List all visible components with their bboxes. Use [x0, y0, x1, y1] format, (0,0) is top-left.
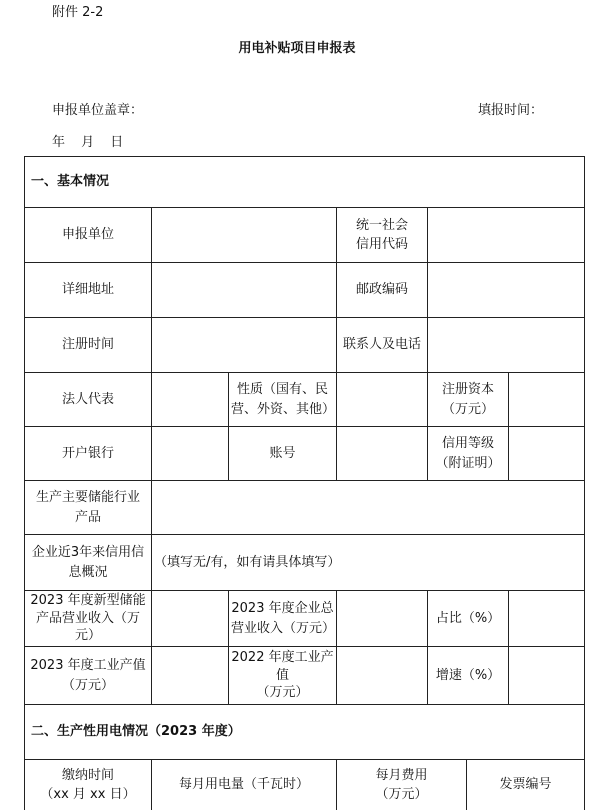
section-basic-info-title: 一、基本情况	[31, 174, 110, 190]
field-account[interactable]	[337, 427, 427, 480]
label-address: 详细地址	[61, 282, 114, 298]
field-registration-time[interactable]	[152, 318, 336, 372]
label-output-2022: 2022 年度工业产 值 （万元）	[231, 650, 334, 701]
field-credit-info[interactable]	[152, 535, 584, 590]
field-growth[interactable]	[509, 647, 584, 704]
label-credit-code: 统一社会 信用代码	[355, 217, 408, 252]
field-credit-grade[interactable]	[509, 427, 584, 480]
section-electricity-title: 二、生产性用电情况（2023 年度）	[31, 724, 241, 740]
label-total-revenue: 2023 年度企业总 营业收入（万元）	[231, 601, 336, 636]
label-output-2023: 2023 年度工业产值 （万元）	[30, 658, 146, 693]
header-monthly-consumption: 每月用电量（千瓦时）	[178, 777, 309, 793]
field-registered-capital[interactable]	[509, 373, 584, 426]
field-legal-representative[interactable]	[152, 373, 228, 426]
label-growth: 增速（%）	[435, 667, 501, 683]
field-bank[interactable]	[152, 427, 228, 480]
field-address[interactable]	[152, 263, 336, 317]
credit-info-hint: （填写无/有，如有请具体填写）	[154, 554, 341, 570]
label-applicant-unit: 申报单位	[61, 227, 114, 243]
field-main-storage-products[interactable]	[152, 481, 584, 534]
label-credit-grade: 信用等级 （附证明）	[435, 436, 501, 471]
header-invoice-number: 发票编号	[499, 777, 552, 793]
header-monthly-fee: 每月费用 （万元）	[375, 767, 428, 802]
field-credit-code[interactable]	[428, 208, 584, 262]
field-ratio[interactable]	[509, 591, 584, 646]
label-postcode: 邮政编码	[355, 282, 408, 298]
label-enterprise-nature: 性质（国有、民 营、外资、其他）	[231, 382, 336, 417]
header-payment-time: 缴纳时间 （xx 月 xx 日）	[40, 767, 136, 802]
field-enterprise-nature[interactable]	[337, 373, 427, 426]
date-fill-label: 年 月 日	[52, 135, 124, 150]
label-account: 账号	[269, 445, 296, 461]
attachment-label: 附件 2-2	[52, 5, 104, 20]
label-credit-info: 企业近3年来信用信 息概况	[31, 545, 145, 580]
field-new-storage-revenue[interactable]	[152, 591, 228, 646]
label-main-storage-products: 生产主要储能行业 产品	[35, 490, 140, 525]
field-applicant-unit[interactable]	[152, 208, 336, 262]
field-total-revenue[interactable]	[337, 591, 427, 646]
label-bank: 开户银行	[61, 445, 114, 461]
form-title: 用电补贴项目申报表	[238, 41, 356, 56]
label-registration-time: 注册时间	[61, 337, 114, 353]
label-new-storage-revenue: 2023 年度新型储能 产品营业收入（万 元）	[30, 593, 146, 644]
field-postcode[interactable]	[428, 263, 584, 317]
label-legal-representative: 法人代表	[61, 391, 114, 407]
applicant-seal-label: 申报单位盖章：	[52, 103, 144, 118]
label-contact-phone: 联系人及电话	[342, 337, 421, 353]
field-contact-phone[interactable]	[428, 318, 584, 372]
label-ratio: 占比（%）	[435, 610, 501, 626]
label-registered-capital: 注册资本 （万元）	[441, 382, 494, 417]
fill-time-label: 填报时间：	[478, 103, 544, 118]
field-output-2022[interactable]	[337, 647, 427, 704]
field-output-2023[interactable]	[152, 647, 228, 704]
